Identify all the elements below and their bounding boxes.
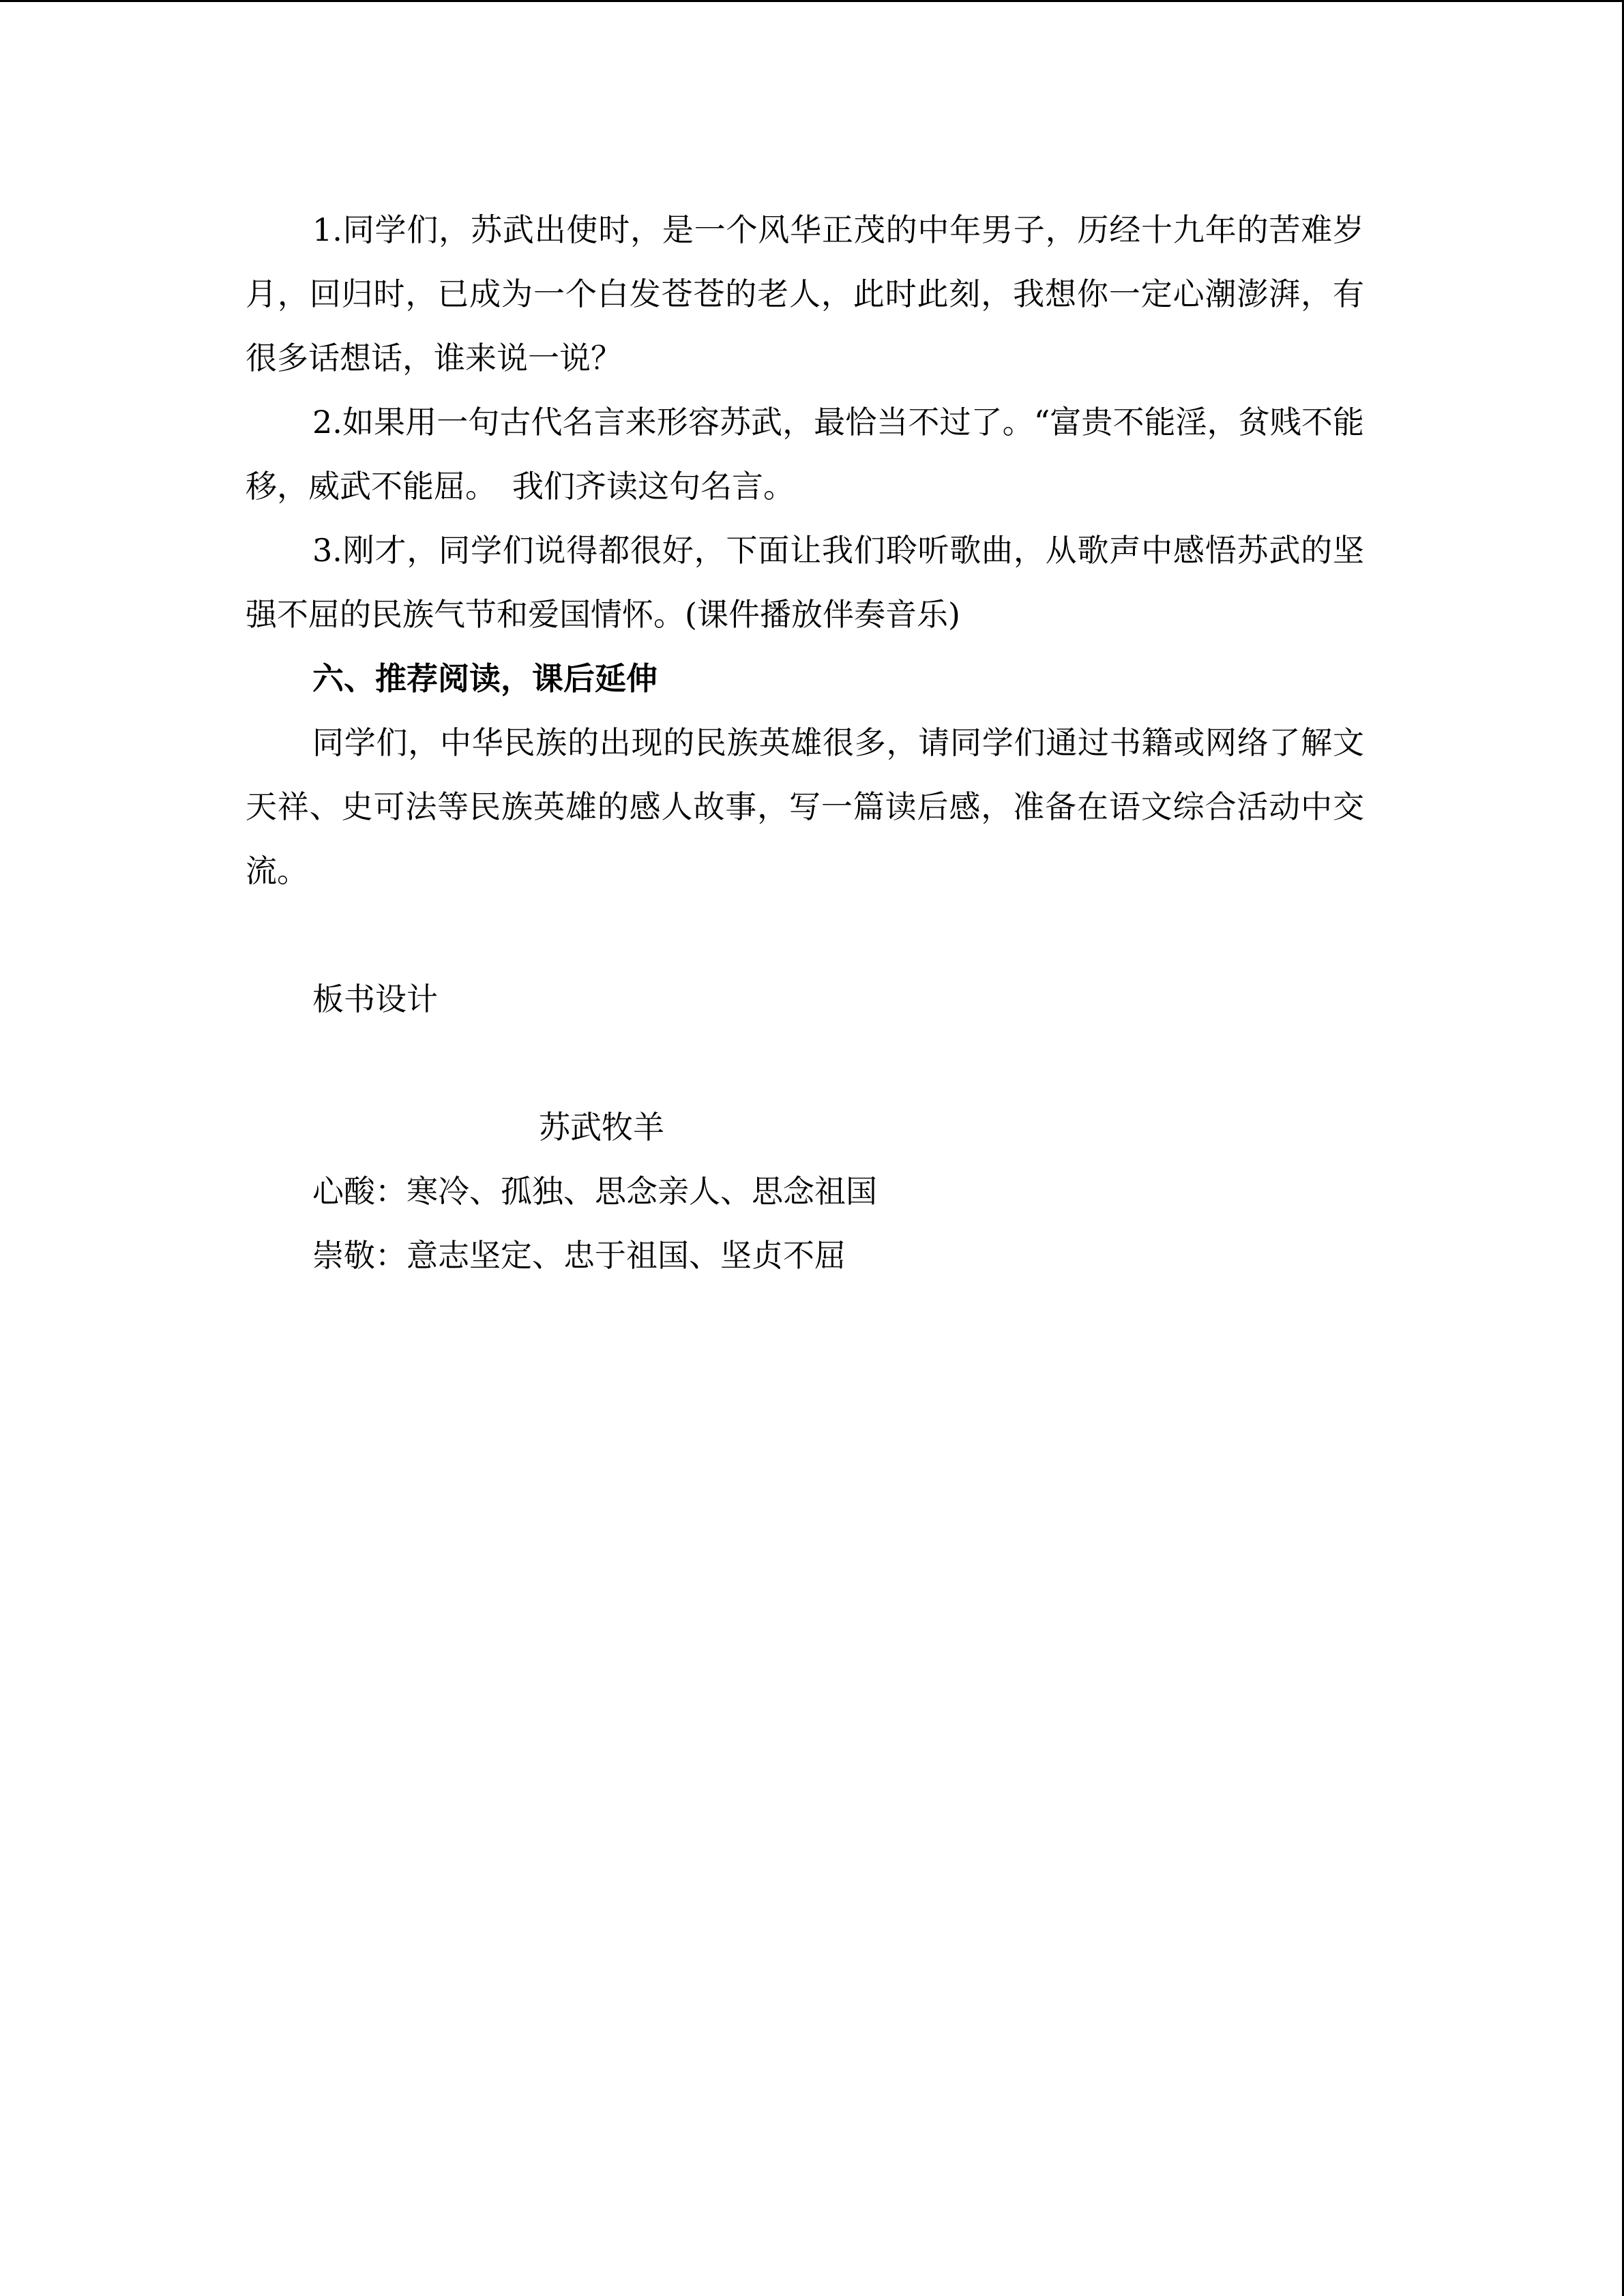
page-border-top [0, 0, 1624, 2]
board-line-1: 心酸：寒冷、孤独、思念亲人、思念祖国 [312, 1173, 877, 1210]
board-line-2: 崇敬：意志坚定、忠于祖国、坚贞不屈 [312, 1237, 846, 1274]
paragraph-1: 1.同学们，苏武出使时，是一个风华正茂的中年男子，历经十九年的苦难岁月，回归时，已成为一个白发苍苍的老人，此时此刻，我想你一定心潮澎湃，有很多话想话，谁来说一说？ [246, 211, 1364, 376]
spacer [246, 1031, 1364, 1095]
board-label: 板书设计 [312, 981, 438, 1017]
section-heading: 六、推荐阅读，课后延伸 [312, 660, 658, 697]
spacer [246, 903, 1364, 967]
section-paragraph: 同学们，中华民族的出现的民族英雄很多，请同学们通过书籍或网络了解文天祥、史可法等民族英雄的感人故事，写一篇读后感，准备在语文综合活动中交流。 [246, 724, 1364, 889]
paragraph-3: 3.刚才，同学们说得都很好，下面让我们聆听歌曲，从歌声中感悟苏武的坚强不屈的民族气节和爱国情怀。(课件播放伴奏音乐) [246, 532, 1364, 633]
board-title: 苏武牧羊 [539, 1109, 664, 1146]
document-body [246, 198, 1364, 1287]
paragraph-2: 2.如果用一句古代名言来形容苏武，最恰当不过了。“富贵不能淫，贫贱不能移，威武不能屈。 我们齐读这句名言。 [246, 404, 1364, 505]
